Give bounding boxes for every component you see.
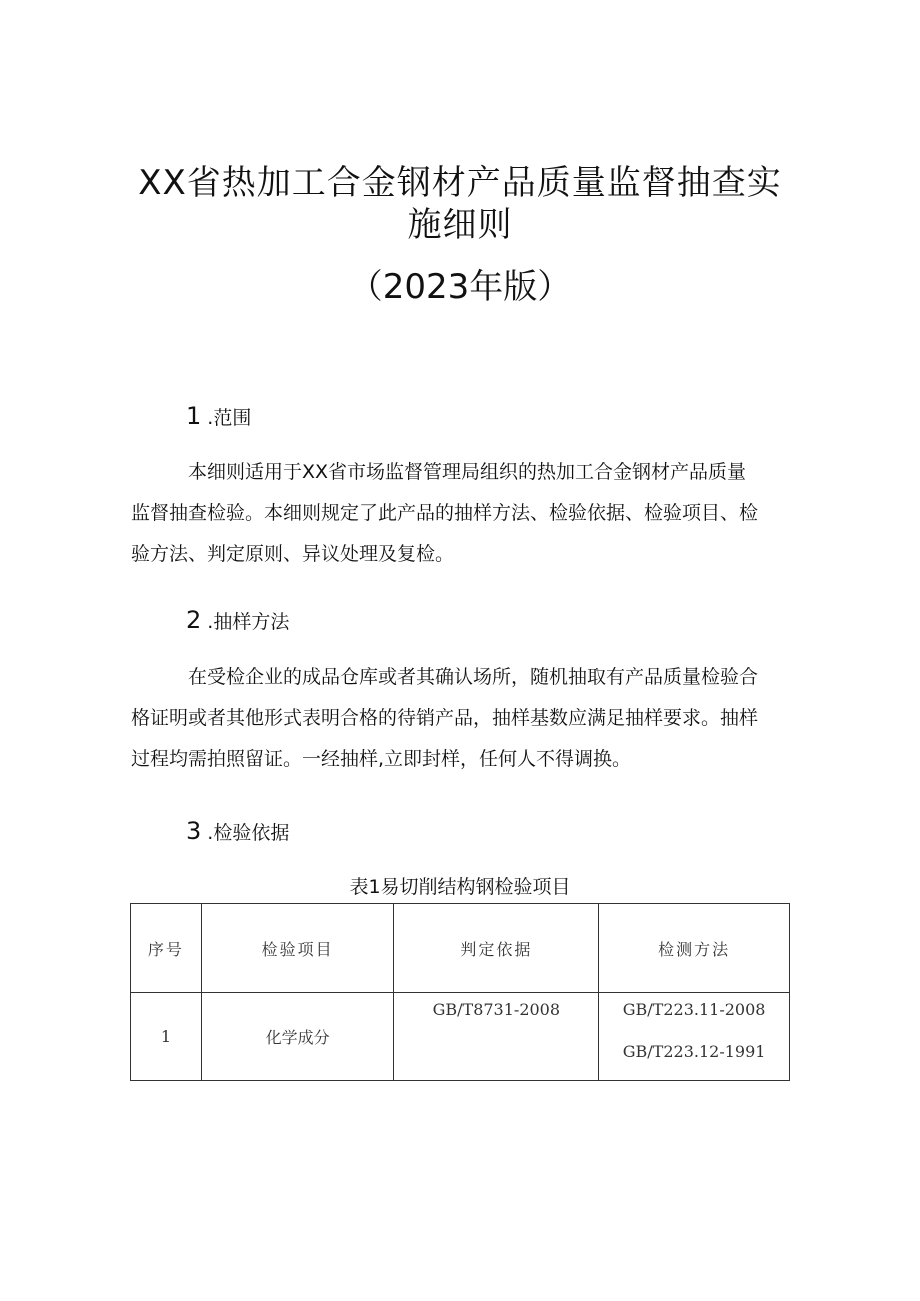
cell-basis: GB/T8731-2008 <box>432 1000 561 1019</box>
cell-item: 化学成分 <box>201 993 394 1081</box>
method-standard: GB/T223.11-2008 <box>622 1000 766 1019</box>
section-body-sampling <box>131 657 791 780</box>
title-line-2: 施细则 <box>407 205 513 245</box>
paragraph-line: 验方法、判定原则、异议处理及复检。 <box>131 543 455 565</box>
section-title: .范围 <box>207 407 252 429</box>
cell-basis-wrapper <box>394 993 599 1081</box>
table-caption: 表1易切削结构钢检验项目 <box>349 876 571 898</box>
paragraph-line: 格证明或者其他形式表明合格的待销产品，抽样基数应满足抽样要求。抽样 <box>131 707 759 729</box>
paragraph-line: 本细则适用于XX省市场监督管理局组织的热加工合金钢材产品质量 <box>188 461 747 483</box>
edition-label: （2023年版） <box>348 267 572 307</box>
section-body-scope <box>131 452 791 575</box>
column-header-basis: 判定依据 <box>394 904 599 993</box>
section-number: 3 <box>186 817 202 845</box>
section-heading-basis <box>186 818 289 846</box>
paragraph-line: 过程均需拍照留证。一经抽样,立即封样，任何人不得调换。 <box>131 748 632 770</box>
table-header-row <box>131 904 790 993</box>
section-heading-scope <box>186 403 251 431</box>
section-title: .抽样方法 <box>207 611 290 633</box>
cell-method-wrapper <box>599 993 790 1081</box>
method-standard: GB/T223.12-1991 <box>622 1042 766 1061</box>
title-line-1: XX省热加工合金钢材产品质量监督抽查实 <box>138 163 782 203</box>
inspection-items-table <box>130 903 790 1081</box>
section-title: .检验依据 <box>207 822 290 844</box>
section-number: 1 <box>186 402 202 430</box>
paragraph-line: 在受检企业的成品仓库或者其确认场所，随机抽取有产品质量检验合 <box>188 666 759 688</box>
cell-index: 1 <box>131 993 202 1081</box>
column-header-item: 检验项目 <box>201 904 394 993</box>
cell-methods <box>599 993 789 1080</box>
column-header-method: 检测方法 <box>599 904 790 993</box>
section-heading-sampling <box>186 607 289 635</box>
section-number: 2 <box>186 606 202 634</box>
paragraph-line: 监督抽查检验。本细则规定了此产品的抽样方法、检验依据、检验项目、检 <box>131 502 759 524</box>
table-row <box>131 993 790 1081</box>
column-header-index: 序号 <box>131 904 202 993</box>
